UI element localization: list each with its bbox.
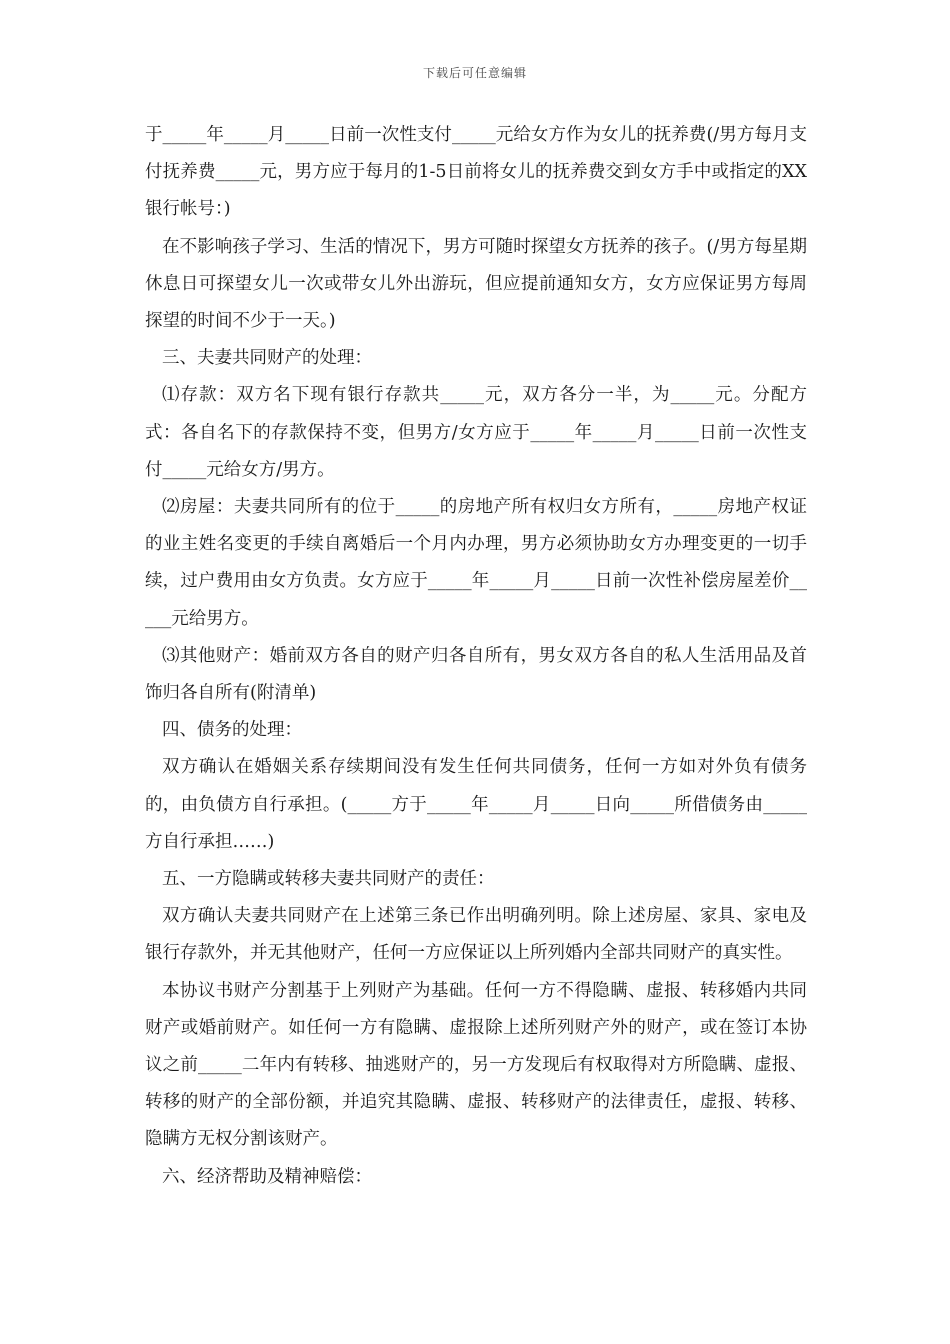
paragraph-house: ⑵房屋：夫妻共同所有的位于_____的房地产所有权归女方所有，_____房地产权证的业主姓名变更的手续自离婚后一个月内办理，男方必须协助女方办理变更的一切手续，过户费用由女方负责。女方应于_____年_____月_____日前一次性补偿房屋差价_____元给男方。 bbox=[145, 497, 807, 629]
paragraph-deposits: ⑴存款：双方名下现有银行存款共_____元，双方各分一半，为_____元。分配方式：各自名下的存款保持不变，但男方/女方应于_____年_____月_____日前一次性支付_____元给女方/男方。 bbox=[145, 385, 807, 480]
paragraph-property-confirmation: 双方确认夫妻共同财产在上述第三条已作出明确列明。除上述房屋、家具、家电及银行存款外，并无其他财产，任何一方应保证以上所列婚内全部共同财产的真实性。 bbox=[145, 906, 807, 964]
section-heading-debts: 四、债务的处理： bbox=[162, 720, 302, 741]
paragraph-visitation: 在不影响孩子学习、生活的情况下，男方可随时探望女方抚养的孩子。(/男方每星期休息日可探望女儿一次或带女儿外出游玩，但应提前通知女方，女方应保证男方每周探望的时间不少于一天。) bbox=[145, 236, 807, 332]
section-heading-concealment: 五、一方隐瞒或转移夫妻共同财产的责任： bbox=[162, 869, 495, 890]
paragraph-child-support: 于_____年_____月_____日前一次性支付_____元给女方作为女儿的抚养费(/男方每月支付抚养费_____元，男方应于每月的1-5日前将女儿的抚养费交到女方手中或指定的XX银行帐号：) bbox=[145, 125, 807, 220]
section-heading-compensation: 六、经济帮助及精神赔偿： bbox=[162, 1166, 372, 1187]
page-header: 下载后可任意编辑 bbox=[422, 66, 527, 80]
paragraph-debts: 双方确认在婚姻关系存续期间没有发生任何共同债务，任何一方如对外负有债务的，由负债方自行承担。(_____方于_____年_____月_____日向_____所借债务由_____方自行承担……) bbox=[145, 757, 807, 852]
paragraph-other-property: ⑶其他财产：婚前双方各自的财产归各自所有，男女双方各自的私人生活用品及首饰归各自所有(附清单) bbox=[145, 645, 807, 704]
paragraph-concealment-liability: 本协议书财产分割基于上列财产为基础。任何一方不得隐瞒、虚报、转移婚内共同财产或婚前财产。如任何一方有隐瞒、虚报除上述所列财产外的财产，或在签订本协议之前_____二年内有转移、抽逃财产的，另一方发现后有权取得对方所隐瞒、虚报、转移的财产的全部份额，并追究其隐瞒、虚报、转移财产的法律责任，虚报、转移、隐瞒方无权分割该财产。 bbox=[145, 980, 807, 1150]
document-body bbox=[145, 117, 807, 1196]
section-heading-property: 三、夫妻共同财产的处理： bbox=[162, 348, 372, 369]
